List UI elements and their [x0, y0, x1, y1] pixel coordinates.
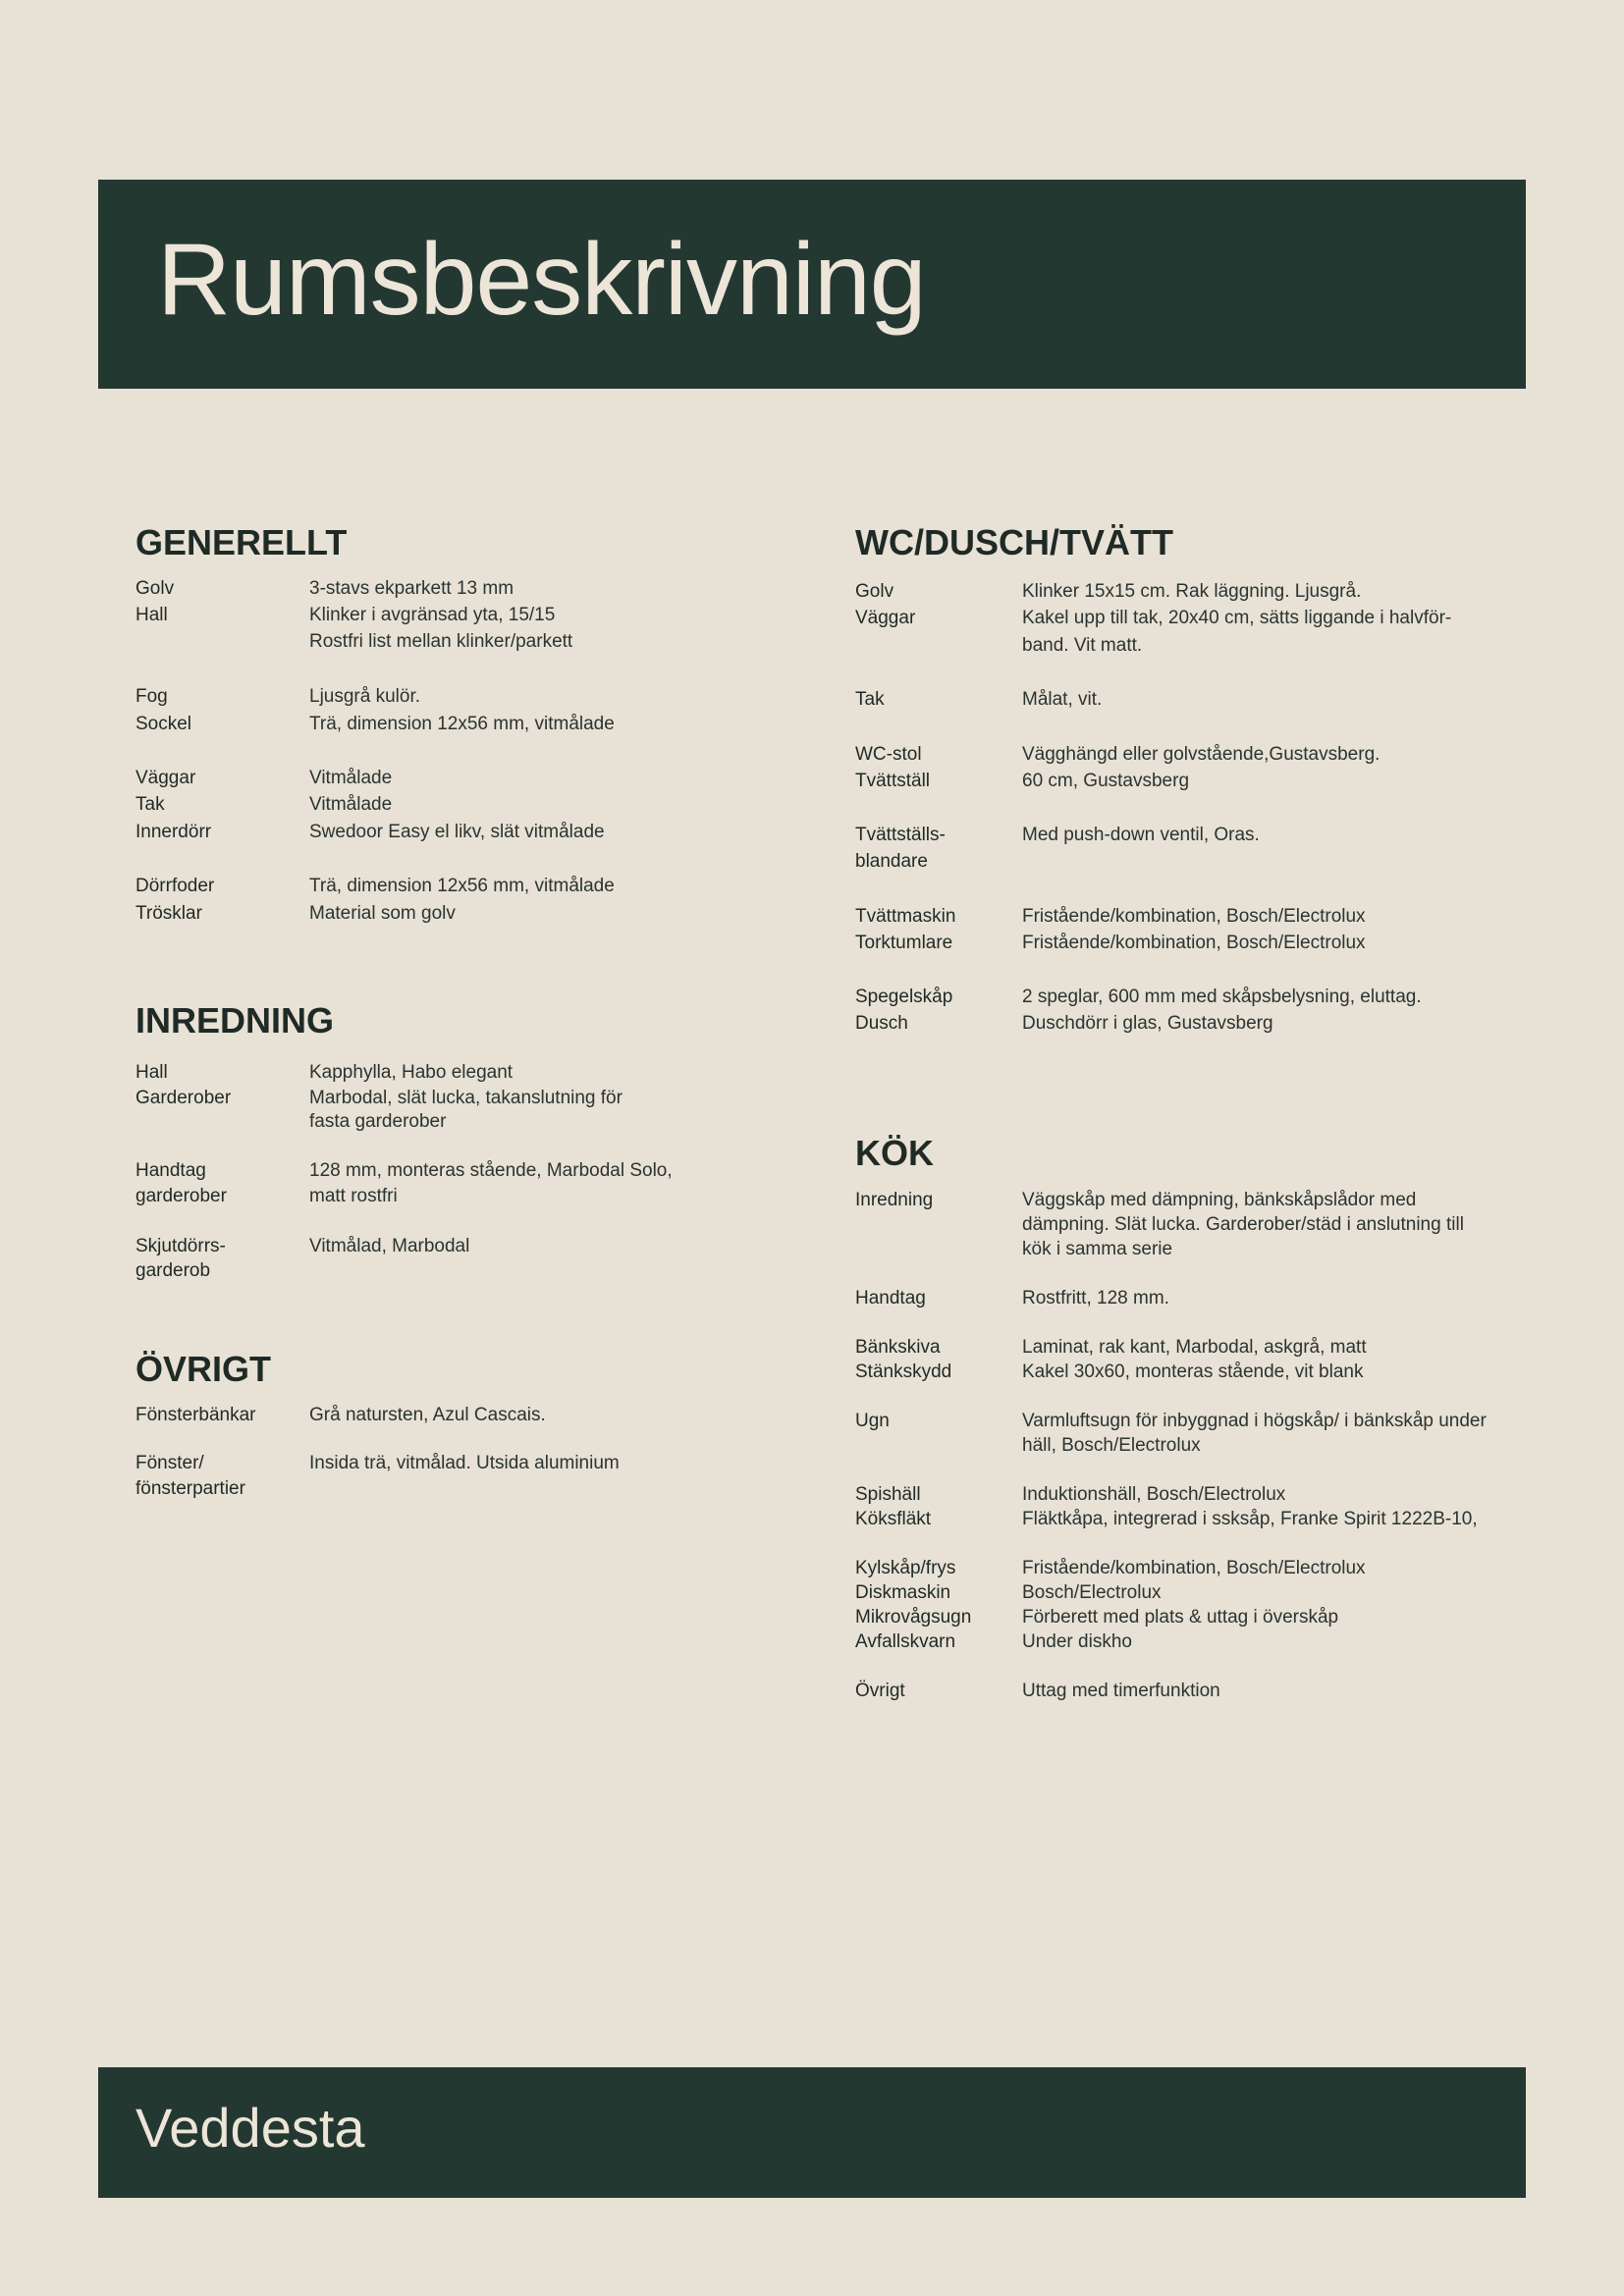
spec-value: Fristående/kombination, Bosch/Electrolux	[1022, 933, 1366, 953]
spec-value: Induktionshäll, Bosch/Electrolux	[1022, 1484, 1286, 1505]
spec-value: Under diskho	[1022, 1631, 1132, 1652]
spec-value: Insida trä, vitmålad. Utsida aluminium	[309, 1453, 620, 1473]
spec-label: Övrigt	[855, 1681, 905, 1701]
spec-label: Mikrovågsugn	[855, 1607, 972, 1628]
spec-value: Klinker 15x15 cm. Rak läggning. Ljusgrå.	[1022, 581, 1362, 602]
spec-value: Material som golv	[309, 903, 456, 924]
spec-value: Swedoor Easy el likv, slät vitmålade	[309, 822, 605, 842]
spec-label: Tak	[135, 794, 165, 815]
spec-label: Väggar	[855, 608, 916, 628]
spec-label: Garderober	[135, 1088, 232, 1108]
spec-value: Vitmålad, Marbodal	[309, 1236, 470, 1256]
spec-value: band. Vit matt.	[1022, 635, 1143, 656]
footer-banner	[98, 2067, 1526, 2198]
section-title: WC/DUSCH/TVÄTT	[855, 522, 1173, 562]
spec-value: Varmluftsugn för inbyggnad i högskåp/ i bänkskåp under	[1022, 1411, 1487, 1431]
spec-label: fönsterpartier	[135, 1478, 245, 1499]
spec-label: Torktumlare	[855, 933, 953, 953]
spec-value: Laminat, rak kant, Marbodal, askgrå, matt	[1022, 1337, 1367, 1358]
spec-label: Dörrfoder	[135, 876, 215, 896]
spec-value: 60 cm, Gustavsberg	[1022, 771, 1190, 791]
spec-label: Bänkskiva	[855, 1337, 941, 1358]
spec-value: Kakel upp till tak, 20x40 cm, sätts liggande i halvför-	[1022, 608, 1452, 628]
spec-label: Handtag	[855, 1288, 926, 1308]
spec-label: Spishäll	[855, 1484, 921, 1505]
spec-value: 2 speglar, 600 mm med skåpsbelysning, eluttag.	[1022, 987, 1422, 1007]
spec-value: häll, Bosch/Electrolux	[1022, 1435, 1201, 1456]
section-title: KÖK	[855, 1133, 934, 1173]
spec-value: Trä, dimension 12x56 mm, vitmålade	[309, 714, 615, 734]
spec-label: Kylskåp/frys	[855, 1558, 956, 1578]
spec-value: Trä, dimension 12x56 mm, vitmålade	[309, 876, 615, 896]
spec-label: Inredning	[855, 1190, 934, 1210]
spec-label: Diskmaskin	[855, 1582, 951, 1603]
spec-label: Köksfläkt	[855, 1509, 932, 1529]
spec-label: Avfallskvarn	[855, 1631, 956, 1652]
spec-value: Målat, vit.	[1022, 689, 1103, 710]
spec-value: Kapphylla, Habo elegant	[309, 1062, 514, 1083]
spec-value: Rostfritt, 128 mm.	[1022, 1288, 1169, 1308]
spec-label: Tak	[855, 689, 885, 710]
spec-label: Ugn	[855, 1411, 890, 1431]
spec-label: Hall	[135, 1062, 168, 1083]
spec-value: kök i samma serie	[1022, 1239, 1173, 1259]
spec-label: Hall	[135, 605, 168, 625]
spec-value: matt rostfri	[309, 1186, 398, 1206]
spec-value: Grå natursten, Azul Cascais.	[309, 1405, 546, 1425]
spec-value: Kakel 30x60, monteras stående, vit blank	[1022, 1362, 1364, 1382]
spec-label: Tvättställs-	[855, 825, 946, 845]
spec-value: dämpning. Slät lucka. Garderober/städ i anslutning till	[1022, 1214, 1464, 1235]
spec-label: Innerdörr	[135, 822, 212, 842]
section-title: ÖVRIGT	[135, 1349, 272, 1389]
spec-label: Stänkskydd	[855, 1362, 952, 1382]
page-title: Rumsbeskrivning	[157, 223, 926, 337]
spec-label: Trösklar	[135, 903, 202, 924]
spec-value: fasta garderober	[309, 1111, 447, 1132]
spec-value: 3-stavs ekparkett 13 mm	[309, 578, 514, 599]
spec-value: Väggskåp med dämpning, bänkskåpslådor med	[1022, 1190, 1417, 1210]
project-name: Veddesta	[135, 2097, 365, 2159]
spec-value: Fristående/kombination, Bosch/Electrolux	[1022, 906, 1366, 927]
header-banner	[98, 180, 1526, 389]
spec-label: garderob	[135, 1260, 211, 1281]
spec-value: Vitmålade	[309, 794, 393, 815]
spec-value: Marbodal, slät lucka, takanslutning för	[309, 1088, 623, 1108]
spec-label: WC-stol	[855, 744, 922, 765]
spec-value: Förberett med plats & uttag i överskåp	[1022, 1607, 1339, 1628]
spec-value: 128 mm, monteras stående, Marbodal Solo,	[309, 1160, 673, 1181]
spec-value: Klinker i avgränsad yta, 15/15	[309, 605, 556, 625]
spec-label: Sockel	[135, 714, 192, 734]
spec-label: garderober	[135, 1186, 227, 1206]
section-title: GENERELLT	[135, 522, 348, 562]
spec-label: Tvättställ	[855, 771, 931, 791]
spec-value: Fristående/kombination, Bosch/Electrolux	[1022, 1558, 1366, 1578]
spec-value: Ljusgrå kulör.	[309, 686, 421, 707]
spec-value: Rostfri list mellan klinker/parkett	[309, 631, 573, 652]
spec-label: Spegelskåp	[855, 987, 953, 1007]
spec-label: Väggar	[135, 768, 196, 788]
spec-value: Duschdörr i glas, Gustavsberg	[1022, 1013, 1273, 1034]
spec-label: Fönster/	[135, 1453, 204, 1473]
spec-label: Handtag	[135, 1160, 206, 1181]
spec-label: Skjutdörrs-	[135, 1236, 226, 1256]
spec-value: Bosch/Electrolux	[1022, 1582, 1162, 1603]
spec-value: Vägghängd eller golvstående,Gustavsberg.	[1022, 744, 1380, 765]
spec-value: Fläktkåpa, integrerad i ssksåp, Franke Spirit 1222B-10,	[1022, 1509, 1478, 1529]
spec-label: Golv	[135, 578, 175, 599]
section-title: INREDNING	[135, 1000, 335, 1041]
spec-label: Fog	[135, 686, 168, 707]
spec-value: Med push-down ventil, Oras.	[1022, 825, 1260, 845]
spec-label: Golv	[855, 581, 894, 602]
spec-label: Tvättmaskin	[855, 906, 956, 927]
spec-label: blandare	[855, 851, 928, 872]
spec-label: Dusch	[855, 1013, 908, 1034]
spec-value: Vitmålade	[309, 768, 393, 788]
spec-label: Fönsterbänkar	[135, 1405, 256, 1425]
spec-value: Uttag med timerfunktion	[1022, 1681, 1220, 1701]
